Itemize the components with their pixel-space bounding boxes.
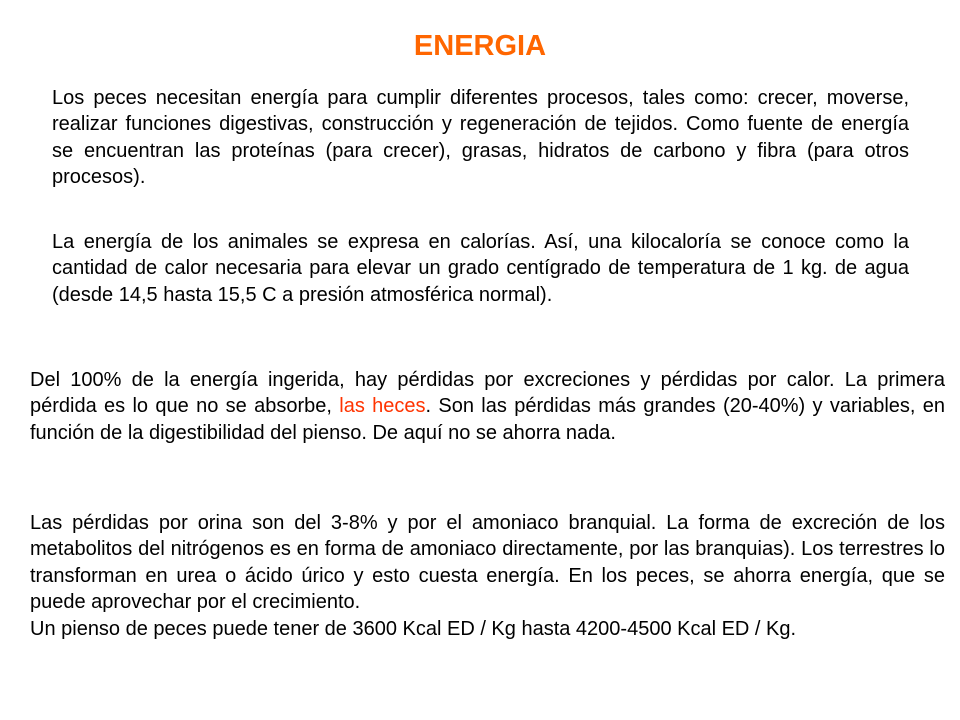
paragraph-feed-energy: Un pienso de peces puede tener de 3600 Kcal ED / Kg hasta 4200-4500 Kcal ED / Kg. <box>30 617 797 640</box>
paragraph-text <box>30 367 945 446</box>
text-segment: Del 100% de la energía ingerida, hay pérdidas por excreciones y pérdidas por calor. La primera pérdida es lo que no se absorbe, <box>30 369 945 418</box>
paragraph-calorie-definition <box>52 229 909 308</box>
paragraph-energy-needs <box>52 85 909 191</box>
highlighted-term: las heces <box>339 395 426 418</box>
paragraph-urine-losses <box>30 510 945 642</box>
paragraph-text: Las pérdidas por orina son del 3-8% y por el amoniaco branquial. La forma de excreción de los metabolitos del nitrógenos es en forma de amoniaco directamente, por las branquias). Los terrestres lo transforman en urea o ácido úrico y esto cuesta energía. En los peces, se ahorra energía, que se puede aprovechar por el crecimiento. <box>30 512 945 614</box>
paragraph-text: La energía de los animales se expresa en calorías. Así, una kilocaloría se conoce como la cantidad de calor necesaria para elevar un grado centígrado de temperatura de 1 kg. de agua (desde 14,5 hasta 15,5 C a presión atmosférica normal). <box>52 231 909 306</box>
text-segment: . Son las pérdidas más grandes (20-40%) y variables, en función de la digestibilidad del pienso. De aquí no se ahorra nada. <box>30 395 946 444</box>
page-title: ENERGIA <box>413 30 547 62</box>
paragraph-text: Los peces necesitan energía para cumplir diferentes procesos, tales como: crecer, moverse, realizar funciones digestivas, construcción y regeneración de tejidos. Como fuente de energía se encuentran las proteínas (para crecer), grasas, hidratos de carbono y fibra (para otros procesos). <box>52 87 909 189</box>
paragraph-energy-losses <box>30 367 945 446</box>
